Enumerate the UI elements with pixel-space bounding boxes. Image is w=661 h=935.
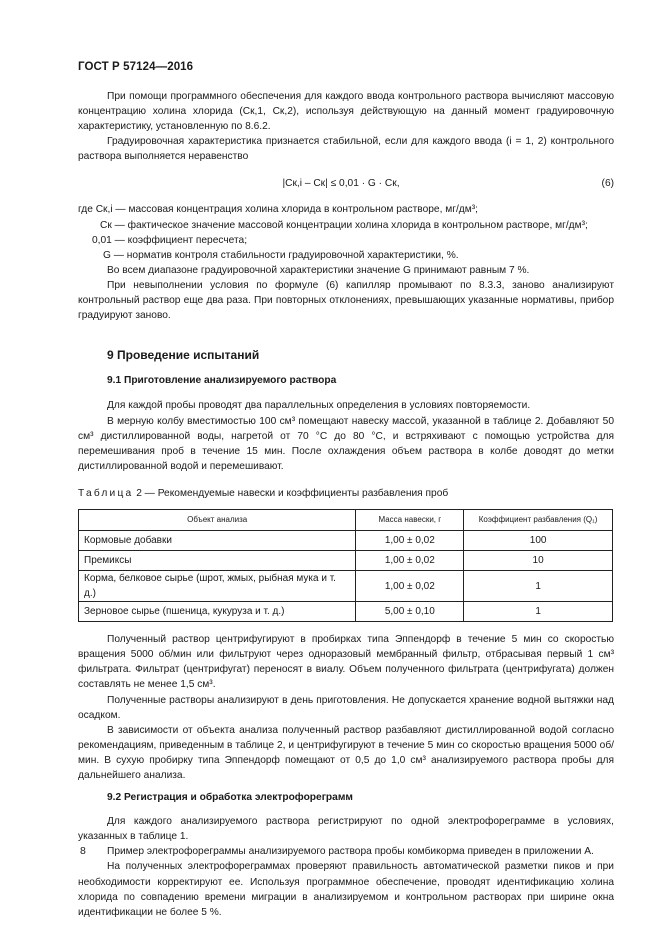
page-number: 8: [80, 845, 86, 857]
section-heading: 9 Проведение испытаний: [107, 348, 260, 363]
definition: Cк — фактическое значение массовой концентрации холина хлорида в контрольном растворе, мг/дм³;: [100, 219, 588, 231]
paragraph: На полученных электрофореграммах проверяют правильность автоматической разметки пиков и при необходимости корректируют ее. Используя программное обеспечение, проводят идентификацию холина хлорида по совпадению времени миграции в анализируемом и контрольном растворах при ширине окна идентификации не более 5 %.: [78, 861, 614, 918]
paragraph: Полученные растворы анализируют в день приготовления. Не допускается хранение водной вытяжки над осадком.: [78, 694, 614, 721]
table-cell: 1: [464, 602, 613, 622]
column-header: Объект анализа: [79, 509, 356, 530]
table-cell: Премиксы: [79, 550, 356, 570]
table-row: [79, 570, 613, 601]
definition: G — норматив контроля стабильности градуировочной характеристики, %.: [103, 249, 459, 261]
subsection-heading: 9.1 Приготовление анализируемого раствора: [107, 375, 337, 387]
formula-number: (6): [601, 177, 614, 189]
table-cell: 100: [464, 530, 613, 550]
paragraph: Пример электрофореграммы анализируемого раствора пробы комбикорма приведен в приложении А.: [107, 846, 594, 858]
table-row: [79, 602, 613, 622]
table-cell: 1: [464, 570, 613, 601]
column-header: Коэффициент разбавления (Q₁): [464, 509, 613, 530]
table-cell: 1,00 ± 0,02: [356, 570, 464, 601]
table-cell: Корма, белковое сырье (шрот, жмых, рыбная мука и т. д.): [79, 570, 356, 601]
paragraph: При помощи программного обеспечения для каждого ввода контрольного раствора вычисляют массовую концентрацию холина хлорида (Cк,1, Cк,2), используя действующую на данный момент градуировочную характеристику, установленную по 8.6.2.: [78, 91, 614, 133]
table-header-row: [79, 509, 613, 530]
paragraph: Во всем диапазоне градуировочной характеристики значение G принимают равным 7 %.: [107, 264, 530, 276]
table-cell: Кормовые добавки: [79, 530, 356, 550]
table-cell: 1,00 ± 0,02: [356, 530, 464, 550]
table-cell: 1,00 ± 0,02: [356, 550, 464, 570]
document-header: ГОСТ Р 57124—2016: [78, 61, 194, 73]
data-table: [78, 509, 613, 622]
table-cell: Зерновое сырье (пшеница, кукуруза и т. д.): [79, 602, 356, 622]
paragraph: Для каждой пробы проводят два параллельных определения в условиях повторяемости.: [107, 400, 531, 412]
subsection-heading: 9.2 Регистрация и обработка электрофореграмм: [107, 792, 353, 804]
paragraph: Полученный раствор центрифугируют в пробирках типа Эппендорф в течение 5 мин со скоростью вращения 5000 об/мин или фильтруют через одноразовый мембранный фильтр, отбрасывая первый 1 см³ фильтрата. Фильтрат (центрифугат) переносят в виалу. Объем полученного фильтрата (центрифугата) должен составлять не менее 1,5 см³.: [78, 634, 614, 691]
table-cell: 5,00 ± 0,10: [356, 602, 464, 622]
table-label: Таблица: [78, 487, 134, 499]
paragraph: В зависимости от объекта анализа полученный раствор разбавляют дистиллированной водой согласно рекомендациям, приведенным в таблице 2, и центрифугируют в течение 5 мин со скоростью вращения 5000 об/мин. В сухую пробирку типа Эппендорф помещают от 0,5 до 1,0 см³ анализируемого раствора пробы для дальнейшего анализа.: [78, 724, 614, 781]
paragraph: Для каждого анализируемого раствора регистрируют по одной электрофореграмме в условиях, указанных в таблице 1.: [78, 816, 614, 843]
definitions: [78, 202, 614, 262]
table-row: [79, 530, 613, 550]
formula-block: [78, 175, 614, 191]
table-cell: 10: [464, 550, 613, 570]
table-row: [79, 550, 613, 570]
definition: 0,01 — коэффициент пересчета;: [92, 234, 248, 246]
column-header: Масса навески, г: [356, 509, 464, 530]
paragraph: В мерную колбу вместимостью 100 см³ помещают навеску массой, указанной в таблице 2. Добавляют 50 см³ дистиллированной воды, нагретой от 70 °С до 80 °С, и встряхивают с помощью устройства для перемешивания проб в течение 15 мин. После охлаждения объем раствора в колбе доводят до метки дистиллированной водой и перемешивают.: [78, 415, 614, 472]
document-body: [78, 89, 614, 920]
table-caption: [78, 486, 614, 501]
formula: |Cк,i – Cк| ≤ 0,01 · G · Cк,: [282, 177, 400, 189]
definition: где Cк,i — массовая концентрация холина хлорида в контрольном растворе, мг/дм³;: [78, 204, 478, 216]
paragraph: Градуировочная характеристика признается стабильной, если для каждого ввода (i = 1, 2) контрольного раствора выполняется неравенство: [78, 136, 614, 163]
table-caption-text: 2 — Рекомендуемые навески и коэффициенты разбавления проб: [136, 487, 449, 499]
paragraph: При невыполнении условия по формуле (6) капилляр промывают по 8.3.3, заново анализируют контрольный раствор еще два раза. При повторных отклонениях, превышающих указанные нормативы, прибор градуируют заново.: [78, 279, 614, 322]
